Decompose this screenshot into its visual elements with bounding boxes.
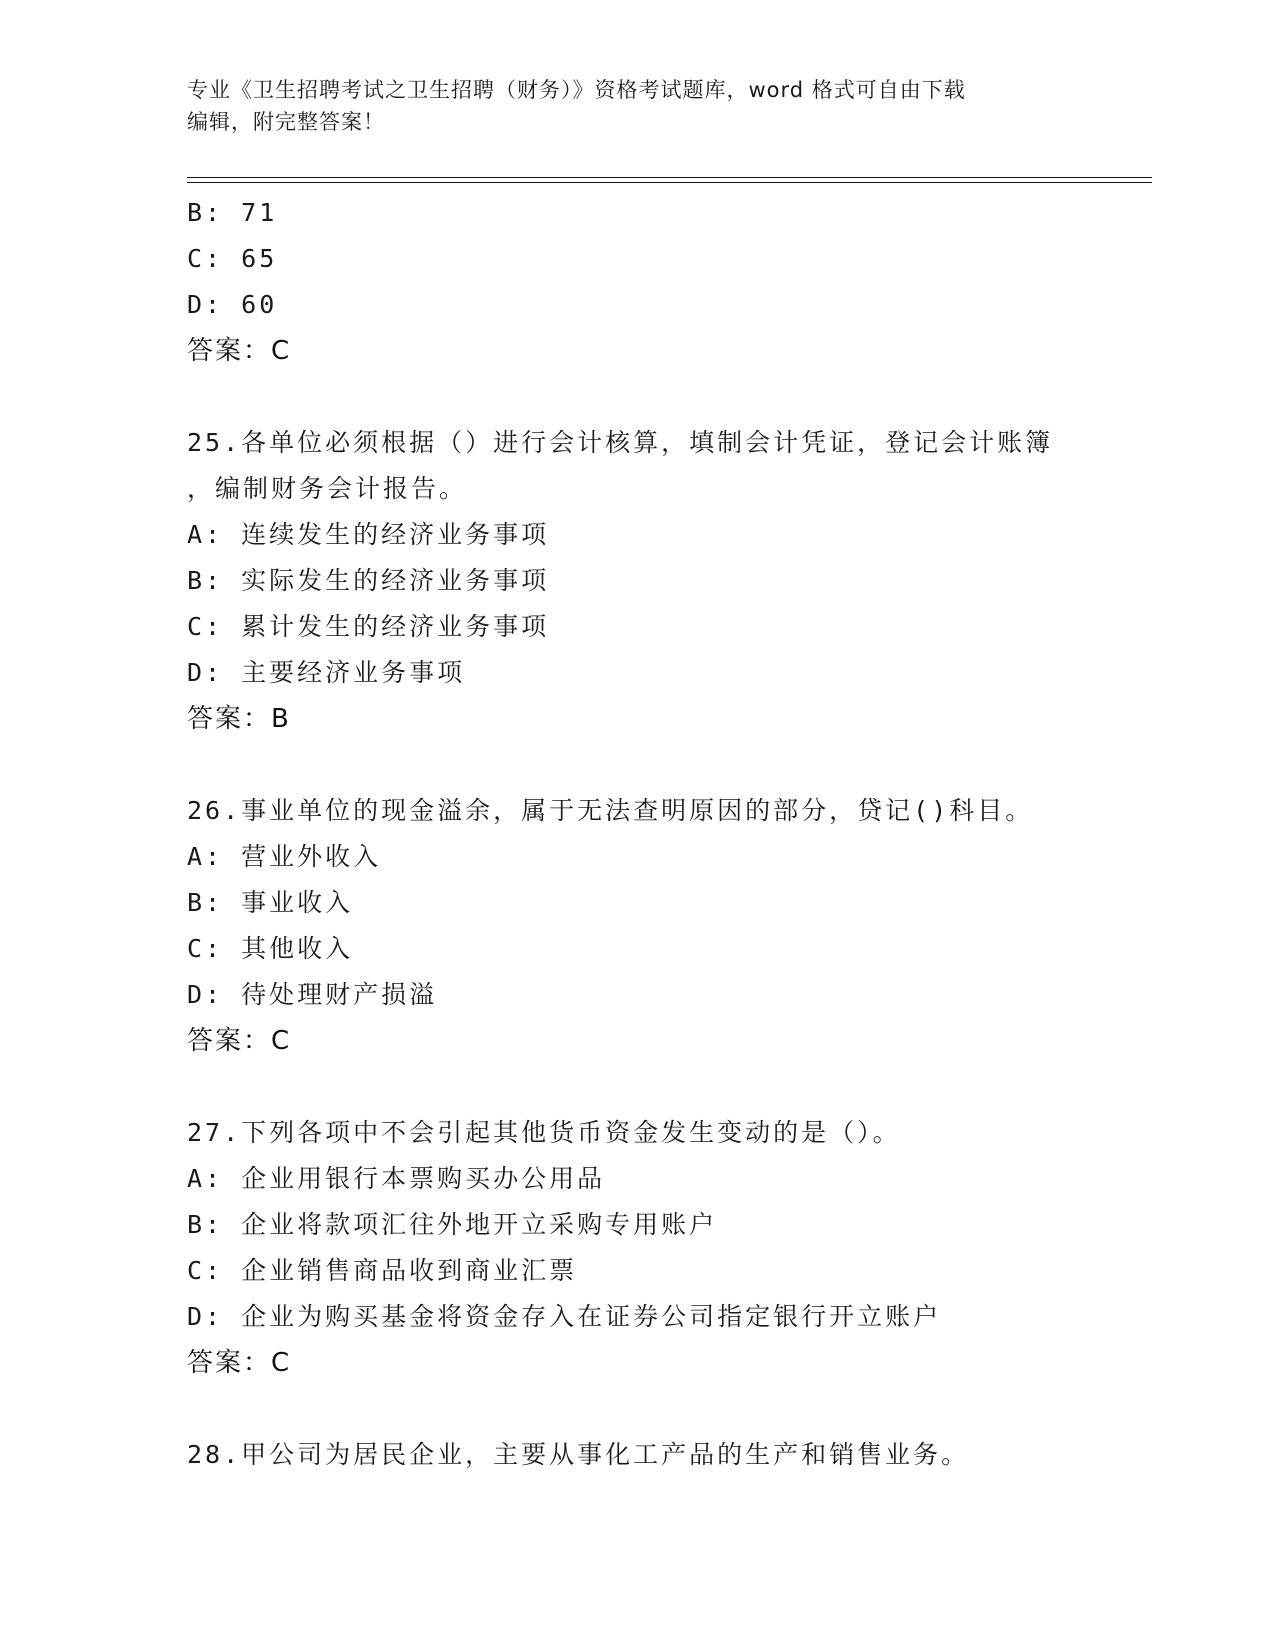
option-c: C: 企业销售商品收到商业汇票 <box>187 1256 578 1285</box>
answer-line: 答案：C <box>187 336 292 366</box>
option-c: C: 其他收入 <box>187 934 354 963</box>
option-b: B: 企业将款项汇往外地开立采购专用账户 <box>187 1210 718 1239</box>
option-a: A: 连续发生的经济业务事项 <box>187 520 550 549</box>
option-a: A: 企业用银行本票购买办公用品 <box>187 1164 606 1193</box>
question-stem: 28.甲公司为居民企业，主要从事化工产品的生产和销售业务。 <box>187 1440 970 1469</box>
spacer <box>187 742 1087 788</box>
option-b: B: 实际发生的经济业务事项 <box>187 566 550 595</box>
header-line-2: 编辑，附完整答案！ <box>187 110 385 134</box>
option-b: B: 事业收入 <box>187 888 354 917</box>
option-d: D: 待处理财产损溢 <box>187 980 438 1009</box>
question-25 <box>187 420 1087 742</box>
option-b: B: 71 <box>187 198 278 227</box>
spacer <box>187 1386 1087 1432</box>
spacer <box>187 374 1087 420</box>
question-stem: 27.下列各项中不会引起其他货币资金发生变动的是（）。 <box>187 1118 901 1147</box>
document-header <box>187 74 1087 138</box>
option-c: C: 累计发生的经济业务事项 <box>187 612 550 641</box>
option-d: D: 主要经济业务事项 <box>187 658 466 687</box>
question-stem-continued: ，编制财务会计报告。 <box>187 474 468 503</box>
option-d: D: 企业为购买基金将资金存入在证券公司指定银行开立账户 <box>187 1302 942 1331</box>
option-a: A: 营业外收入 <box>187 842 382 871</box>
question-27 <box>187 1110 1087 1386</box>
answer-line: 答案：C <box>187 1348 292 1378</box>
answer-line: 答案：B <box>187 704 291 734</box>
header-divider-bottom <box>187 182 1152 183</box>
question-stem: 25.各单位必须根据（）进行会计核算，填制会计凭证，登记会计账簿 <box>187 428 1054 457</box>
question-26 <box>187 788 1087 1064</box>
header-divider-top <box>187 177 1152 178</box>
question-list <box>187 190 1087 1478</box>
option-d: D: 60 <box>187 290 278 319</box>
answer-line: 答案：C <box>187 1026 292 1056</box>
spacer <box>187 1064 1087 1110</box>
question-28 <box>187 1432 1087 1478</box>
prev-question-block <box>187 190 1087 374</box>
header-line-1: 专业《卫生招聘考试之卫生招聘（财务）》资格考试题库，word 格式可自由下载 <box>187 78 966 102</box>
option-c: C: 65 <box>187 244 278 273</box>
question-stem: 26.事业单位的现金溢余，属于无法查明原因的部分，贷记()科目。 <box>187 796 1034 825</box>
